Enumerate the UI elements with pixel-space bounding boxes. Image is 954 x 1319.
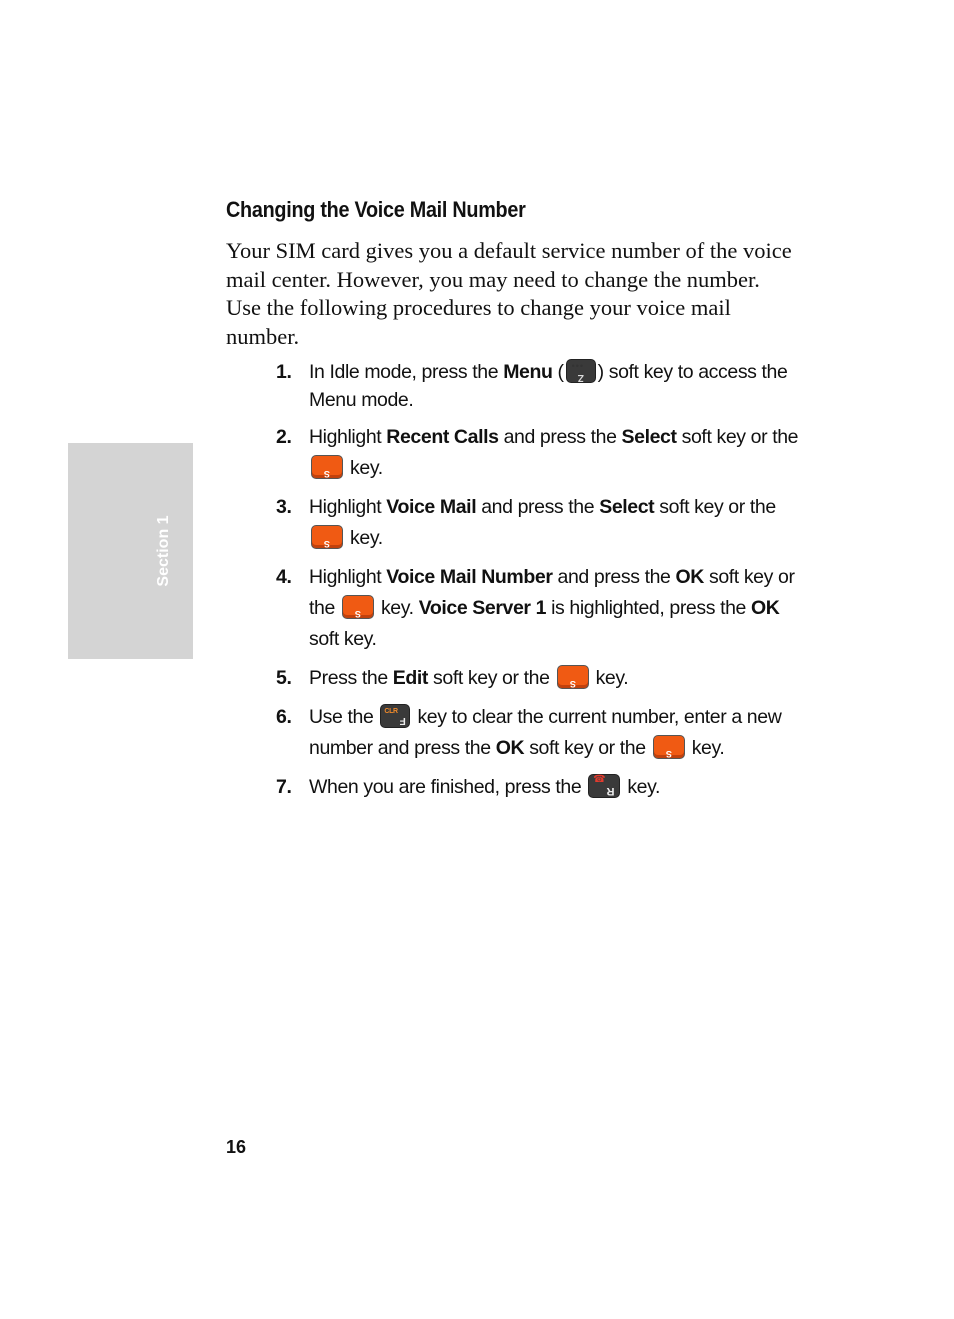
step-bold: Voice Mail Number bbox=[386, 566, 553, 588]
intro-paragraph: Your SIM card gives you a default service number of the voice mail center. However, you may need to change the number. Use the following procedures to change your voice mail number. bbox=[226, 238, 792, 349]
step-text: soft key or the bbox=[428, 667, 555, 689]
clear-key-label: CLR bbox=[384, 707, 398, 715]
step-item bbox=[276, 358, 806, 414]
menu-key-icon bbox=[566, 359, 596, 383]
select-key-icon bbox=[342, 595, 374, 619]
step-bold: Voice Server 1 bbox=[418, 597, 547, 619]
step-number: 4. bbox=[276, 566, 292, 588]
step-bold: Select bbox=[621, 426, 677, 448]
step-text: Press the bbox=[309, 667, 393, 689]
step-text: key. bbox=[375, 597, 419, 619]
step-text: and press the bbox=[476, 496, 600, 518]
step-item bbox=[276, 772, 806, 803]
end-key-icon bbox=[588, 774, 620, 798]
section-tab bbox=[68, 443, 193, 659]
step-bold: Voice Mail bbox=[386, 496, 477, 518]
step-text: ) soft key to access the Menu mode. bbox=[309, 361, 788, 411]
step-bold: OK bbox=[675, 566, 704, 588]
step-text: is highlighted, press the bbox=[546, 597, 752, 619]
step-bold: Select bbox=[599, 496, 655, 518]
step-text: Highlight bbox=[309, 496, 387, 518]
clear-key-glyph: F bbox=[399, 714, 406, 726]
step-text: and press the bbox=[498, 426, 622, 448]
page-number: 16 bbox=[226, 1137, 247, 1157]
step-text: key. bbox=[622, 776, 661, 798]
step-item bbox=[276, 702, 806, 764]
step-number: 3. bbox=[276, 496, 292, 518]
step-text: key. bbox=[590, 667, 629, 689]
step-text: soft key. bbox=[309, 628, 377, 650]
menu-key-glyph: Z bbox=[577, 371, 584, 383]
step-bold: Recent Calls bbox=[386, 426, 499, 448]
step-number: 6. bbox=[276, 706, 292, 728]
step-bold: OK bbox=[495, 737, 525, 759]
step-text: In Idle mode, press the bbox=[309, 361, 504, 383]
select-key-glyph: S bbox=[665, 748, 672, 759]
step-number: 1. bbox=[276, 361, 292, 383]
clear-key-icon bbox=[380, 704, 410, 728]
step-number: 7. bbox=[276, 776, 292, 798]
step-item bbox=[276, 663, 806, 694]
select-key-glyph: S bbox=[324, 468, 330, 479]
step-text: soft key or the bbox=[676, 426, 799, 448]
step-text: soft key or the bbox=[309, 566, 795, 619]
step-text: key. bbox=[345, 527, 383, 549]
page-heading: Changing the Voice Mail Number bbox=[226, 197, 526, 222]
select-key-glyph: S bbox=[569, 678, 576, 689]
menu-dots-icon: ••• bbox=[571, 360, 585, 371]
step-text: Highlight bbox=[309, 426, 387, 448]
step-text: key. bbox=[345, 457, 383, 479]
select-key-icon bbox=[557, 665, 589, 689]
step-bold: OK bbox=[751, 597, 780, 619]
phone-icon: ☎ bbox=[593, 773, 606, 785]
step-text: When you are finished, press the bbox=[309, 776, 587, 798]
step-bold: Edit bbox=[392, 667, 429, 689]
select-key-glyph: S bbox=[324, 538, 330, 549]
step-list bbox=[276, 358, 806, 811]
step-number: 2. bbox=[276, 426, 292, 448]
step-bold: Menu bbox=[503, 361, 553, 383]
step-text: soft key or the bbox=[524, 737, 651, 759]
step-number: 5. bbox=[276, 667, 292, 689]
select-key-glyph: S bbox=[355, 608, 361, 619]
step-item bbox=[276, 422, 806, 484]
section-tab-label: Section 1 bbox=[155, 515, 172, 587]
step-item bbox=[276, 492, 806, 554]
step-text: soft key or the bbox=[654, 496, 776, 518]
select-key-icon bbox=[311, 455, 343, 479]
select-key-icon bbox=[653, 735, 685, 759]
step-item bbox=[276, 562, 806, 655]
step-text: key to clear the current number, enter a new number and press the bbox=[309, 706, 782, 759]
step-text: Highlight bbox=[309, 566, 387, 588]
step-text: ( bbox=[552, 361, 564, 383]
step-text: and press the bbox=[552, 566, 676, 588]
end-key-glyph: R bbox=[606, 784, 615, 797]
select-key-icon bbox=[311, 525, 343, 549]
step-text: Use the bbox=[309, 706, 379, 728]
step-text: key. bbox=[686, 737, 725, 759]
